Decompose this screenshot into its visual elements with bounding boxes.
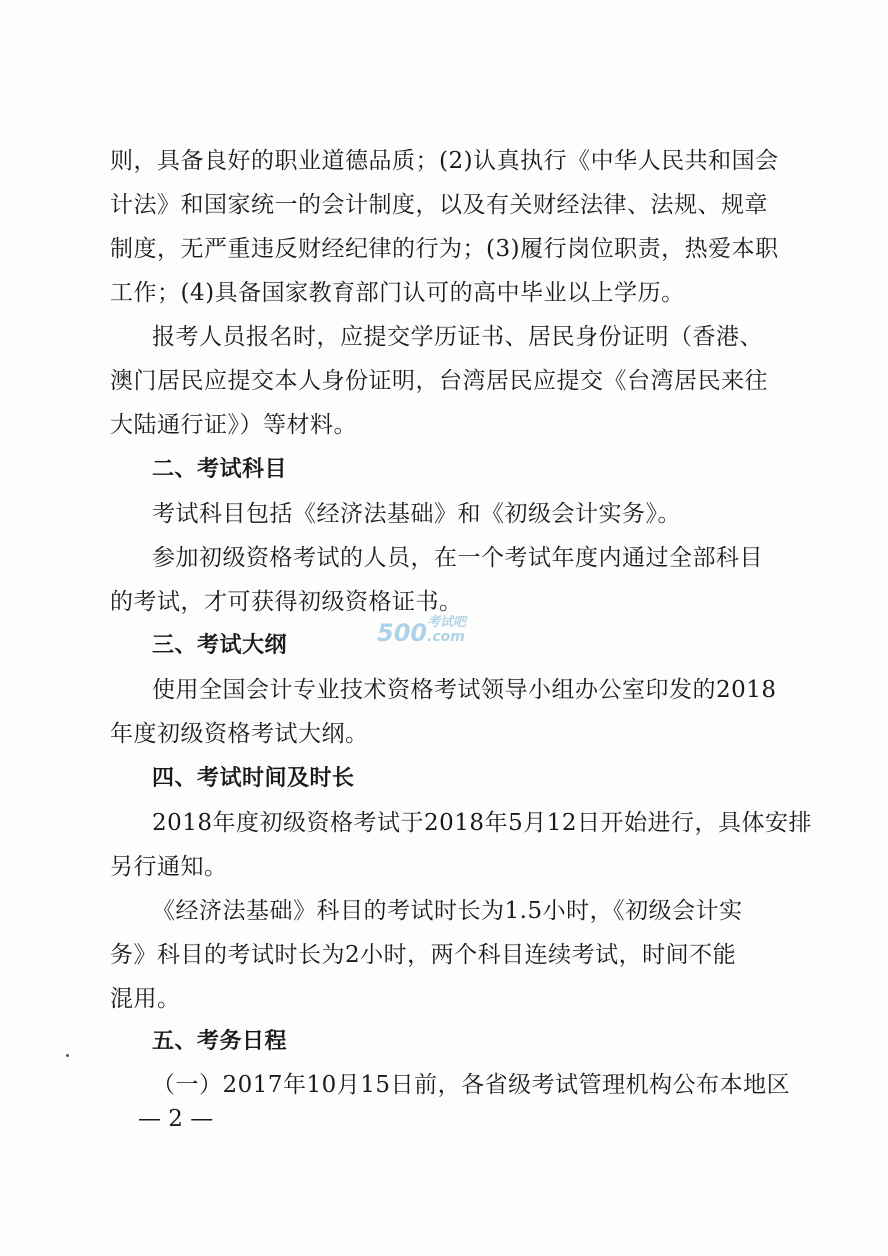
body-line: 制度，无严重违反财经纪律的行为；(3)履行岗位职责，热爱本职 [110,236,779,262]
scan-speck [66,1054,69,1057]
body-line: 工作；(4)具备国家教育部门认可的高中毕业以上学历。 [110,280,685,306]
body-line: 报考人员报名时，应提交学历证书、居民身份证明（香港、 [152,324,763,350]
body-line: 参加初级资格考试的人员，在一个考试年度内通过全部科目 [152,545,763,571]
section-heading: 二、考试科目 [152,457,288,482]
watermark-logo [377,616,507,648]
watermark-icon [377,616,427,648]
body-line: 计法》和国家统一的会计制度，以及有关财经法律、法规、规章 [110,192,768,218]
body-line: （一）2017年10月15日前，各省级考试管理机构公布本地区 [152,1072,791,1098]
body-line: 《经济法基础》科目的考试时长为1.5小时，《初级会计实 [152,898,743,924]
body-line: 年度初级资格考试大纲。 [110,721,369,747]
section-heading: 三、考试大纲 [152,633,288,658]
body-line: 另行通知。 [110,854,228,880]
body-line: 务》科目的考试时长为2小时，两个科目连续考试，时间不能 [110,942,737,968]
body-line: 2018年度初级资格考试于2018年5月12日开始进行，具体安排 [152,810,812,836]
body-line: 澳门居民应提交本人身份证明，台湾居民应提交《台湾居民来往 [110,368,768,394]
watermark-digits: 500 [377,619,427,647]
body-line: 考试科目包括《经济法基础》和《初级会计实务》。 [152,501,681,527]
body-line: 大陆通行证》）等材料。 [110,412,357,438]
watermark-text: 考试吧 [427,615,467,630]
section-heading: 四、考试时间及时长 [152,766,355,791]
body-line: 混用。 [110,986,181,1012]
watermark-domain: .com [427,629,465,645]
body-line: 的考试，才可获得初级资格证书。 [110,589,463,615]
page-number: — 2 — [138,1106,214,1132]
body-line: 使用全国会计专业技术资格考试领导小组办公室印发的2018 [152,677,777,703]
section-heading: 五、考务日程 [152,1029,288,1054]
body-line: 则，具备良好的职业道德品质；(2)认真执行《中华人民共和国会 [110,148,779,174]
